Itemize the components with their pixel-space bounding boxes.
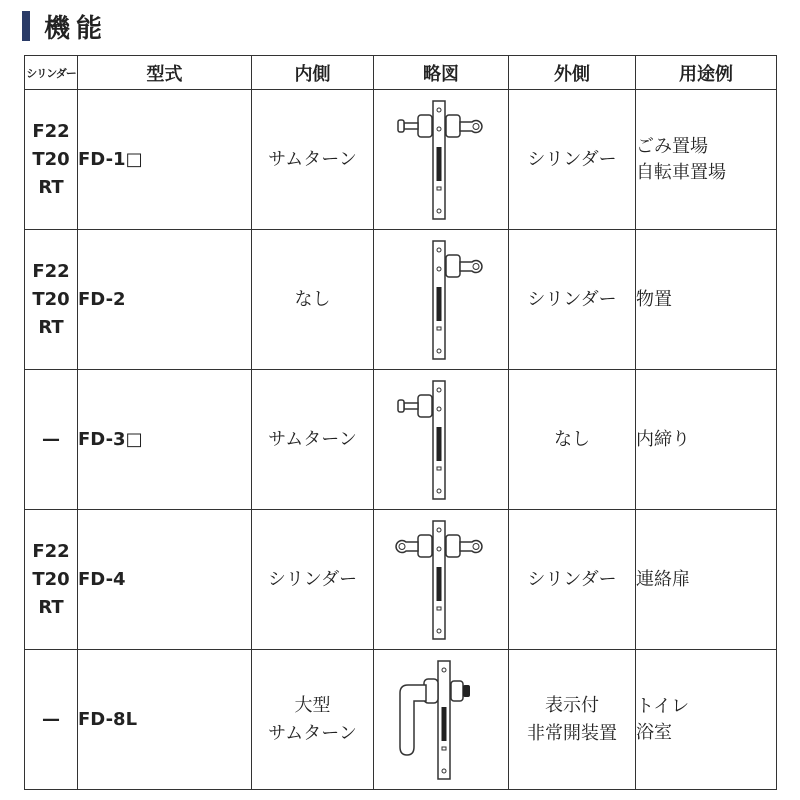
- cell-diagram: [374, 90, 509, 230]
- cell-model: FD-3□: [78, 370, 252, 510]
- table-row: [25, 510, 777, 650]
- cell-diagram: [374, 230, 509, 370]
- cell-model: FD-1□: [78, 90, 252, 230]
- section-header-bar: [22, 11, 30, 41]
- cell-model: FD-8L: [78, 650, 252, 790]
- lock-thumbturn-cylinder-icon: [386, 95, 496, 225]
- header-usage: 用途例: [636, 56, 777, 90]
- cell-inside: シリンダー: [252, 510, 374, 650]
- lock-thumbturn-only-icon: [386, 375, 496, 505]
- cell-model: FD-2: [78, 230, 252, 370]
- cell-outside: シリンダー: [509, 510, 636, 650]
- cell-outside: 表示付 非常開装置: [509, 650, 636, 790]
- cell-outside: なし: [509, 370, 636, 510]
- cell-inside: なし: [252, 230, 374, 370]
- table-header-row: [25, 56, 777, 90]
- cell-outside: シリンダー: [509, 90, 636, 230]
- cell-usage: ごみ置場 自転車置場: [636, 90, 777, 230]
- header-cylinder: シリンダー: [25, 56, 78, 90]
- section-title: 機能: [44, 13, 109, 44]
- table-row: [25, 90, 777, 230]
- section-header: [22, 8, 108, 44]
- lock-double-cylinder-icon: [386, 515, 496, 645]
- cell-usage: 連絡扉: [636, 510, 777, 650]
- cell-usage: 物置: [636, 230, 777, 370]
- cell-cylinder: F22 T20 RT: [25, 510, 78, 650]
- header-outside: 外側: [509, 56, 636, 90]
- cell-inside: サムターン: [252, 370, 374, 510]
- lock-lever-indicator-icon: [386, 655, 496, 785]
- cell-cylinder: —: [25, 370, 78, 510]
- table-row: [25, 230, 777, 370]
- header-inside: 内側: [252, 56, 374, 90]
- cell-diagram: [374, 510, 509, 650]
- header-model: 型式: [78, 56, 252, 90]
- table-row: [25, 370, 777, 510]
- table-row: [25, 650, 777, 790]
- cell-cylinder: F22 T20 RT: [25, 90, 78, 230]
- cell-model: FD-4: [78, 510, 252, 650]
- cell-diagram: [374, 370, 509, 510]
- function-table: [24, 55, 777, 790]
- cell-cylinder: —: [25, 650, 78, 790]
- cell-inside: 大型 サムターン: [252, 650, 374, 790]
- cell-usage: 内締り: [636, 370, 777, 510]
- cell-cylinder: F22 T20 RT: [25, 230, 78, 370]
- cell-outside: シリンダー: [509, 230, 636, 370]
- cell-inside: サムターン: [252, 90, 374, 230]
- lock-cylinder-only-icon: [386, 235, 496, 365]
- cell-diagram: [374, 650, 509, 790]
- cell-usage: トイレ 浴室: [636, 650, 777, 790]
- header-diagram: 略図: [374, 56, 509, 90]
